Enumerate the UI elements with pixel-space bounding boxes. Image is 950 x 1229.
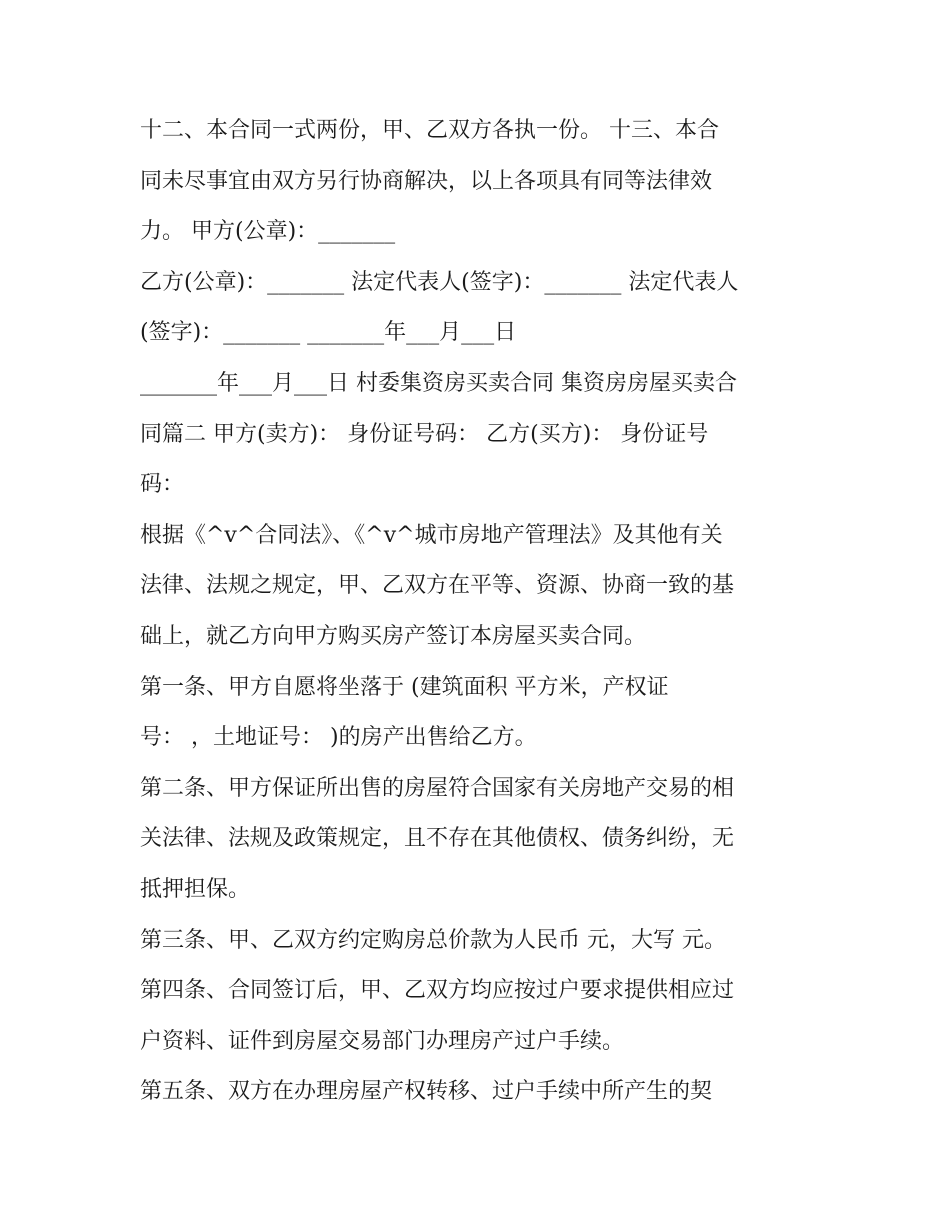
text-line: 第一条、甲方自愿将坐落于 (建筑面积 平方米，产权证 [140,674,669,700]
text-line: 关法律、法规及政策规定，且不存在其他债权、债务纠纷，无 [140,826,735,852]
text-line: 号： ，土地证号： )的房产出售给乙方。 [140,725,537,751]
text-line: 根据《^v^合同法》、《^v^城市房地产管理法》及其他有关 [140,522,723,548]
text-line: 码： [140,472,185,498]
text-line: 第五条、双方在办理房屋产权转移、过户手续中所产生的契 [140,1079,713,1105]
text-line: 础上，就乙方向甲方购买房产签订本房屋买卖合同。 [140,623,647,649]
text-line: _______年___月___日 村委集资房买卖合同 集资房房屋买卖合 [140,370,737,396]
text-line: 十二、本合同一式两份，甲、乙双方各执一份。 十三、本合 [140,118,719,143]
text-line: 第三条、甲、乙双方约定购房总价款为人民币 元，大写 元。 [140,927,726,953]
text-line: 抵押担保。 [140,876,251,902]
text-line: 乙方(公章)：_______ 法定代表人(签字)：_______ 法定代表人 [140,269,739,295]
text-line: (签字)：_______ _______年___月___日 [140,320,517,346]
text-line: 力。 甲方(公章)：_______ [140,219,396,245]
document-body [140,106,820,1118]
text-line: 第二条、甲方保证所出售的房屋符合国家有关房地产交易的相 [140,775,735,801]
text-line: 同未尽事宜由双方另行协商解决，以上各项具有同等法律效 [140,168,713,194]
text-line: 法律、法规之规定，甲、乙双方在平等、资源、协商一致的基 [140,573,735,599]
text-line: 同篇二 甲方(卖方)： 身份证号码： 乙方(买方)： 身份证号 [140,421,709,447]
text-line: 第四条、合同签订后，甲、乙双方均应按过户要求提供相应过 [140,978,735,1004]
text-line: 户资料、证件到房屋交易部门办理房产过户手续。 [140,1028,625,1054]
